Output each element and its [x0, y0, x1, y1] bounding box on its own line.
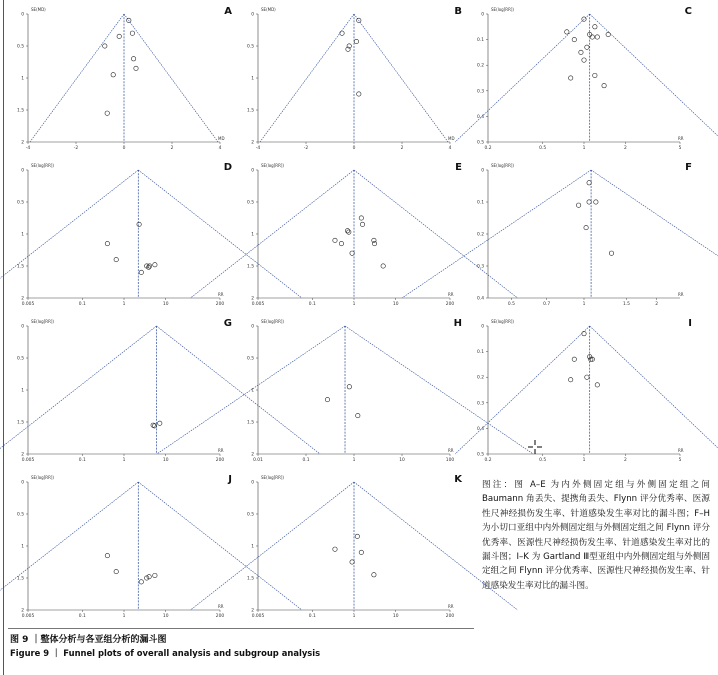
funnel-plot-svg	[8, 4, 240, 162]
y-tick-label: 0.4	[477, 426, 484, 432]
funnel-plot-svg	[8, 316, 240, 474]
y-tick-label: 0.5	[247, 512, 254, 518]
study-point	[593, 73, 597, 77]
x-tick-label: 1	[352, 458, 356, 463]
panel-label: H	[453, 318, 462, 329]
y-tick-label: 0.5	[17, 44, 24, 50]
funnel-plot-svg	[468, 160, 700, 318]
y-tick-label: 1	[21, 76, 24, 82]
study-point	[158, 421, 162, 425]
x-axis-label: RR	[448, 448, 454, 453]
page-left-rule	[3, 0, 4, 675]
x-tick-label: 2	[400, 146, 404, 151]
caption-divider	[8, 628, 474, 629]
funnel-plot-svg	[238, 472, 470, 630]
y-tick-label: 1	[251, 388, 254, 394]
funnel-plot-k	[238, 472, 470, 630]
study-point	[350, 251, 354, 255]
y-tick-label: 1.5	[247, 108, 254, 114]
y-tick-label: 0	[21, 480, 24, 486]
study-point	[568, 378, 572, 382]
y-tick-label: 0	[481, 168, 484, 174]
y-tick-label: 0.3	[477, 264, 484, 270]
study-point	[572, 37, 576, 41]
y-axis-label: SE(log[RR])	[31, 163, 54, 168]
crosshair-cursor-icon	[528, 439, 542, 453]
y-tick-label: 0	[21, 324, 24, 330]
x-tick-label: 1	[122, 458, 126, 463]
study-point	[153, 263, 157, 267]
x-axis-label: RR	[448, 604, 454, 609]
y-axis-label: SE(MD)	[261, 7, 276, 12]
y-tick-label: 1.5	[17, 420, 24, 426]
x-axis-label: RR	[678, 448, 684, 453]
y-tick-label: 0.3	[477, 89, 484, 95]
figure-title-en: Figure 9 ｜ Funnel plots of overall analysis and subgroup analysis	[10, 648, 321, 658]
y-tick-label: 2	[251, 608, 254, 614]
y-tick-label: 1	[21, 544, 24, 550]
study-point	[372, 241, 376, 245]
study-point	[584, 225, 588, 229]
panel-label: K	[454, 474, 462, 485]
y-tick-label: 1	[21, 232, 24, 238]
x-tick-label: 200	[445, 614, 455, 619]
study-point	[117, 34, 121, 38]
y-axis-label: SE(log[RR])	[491, 319, 514, 324]
funnel-right-line	[590, 14, 718, 142]
x-tick-label: 10	[162, 458, 169, 463]
x-tick-label: 10	[392, 614, 399, 619]
y-tick-label: 0	[481, 12, 484, 18]
y-tick-label: 0.5	[247, 200, 254, 206]
study-point	[333, 238, 337, 242]
y-tick-label: 0.4	[477, 296, 484, 302]
panel-label: E	[455, 162, 462, 173]
x-tick-label: 0.5	[507, 302, 515, 307]
y-tick-label: 2	[251, 452, 254, 458]
x-tick-label: 1	[582, 302, 586, 307]
x-tick-label: -4	[255, 146, 261, 151]
x-tick-label: 5	[678, 458, 682, 463]
x-tick-label: 1	[582, 458, 586, 463]
y-tick-label: 0.2	[477, 232, 484, 238]
study-point	[579, 50, 583, 54]
figure-title-zh: 图 9 ｜整体分析与各亚组分析的漏斗图	[10, 635, 167, 645]
y-tick-label: 1	[21, 388, 24, 394]
y-tick-label: 2	[251, 296, 254, 302]
y-tick-label: 0.5	[477, 140, 484, 146]
x-tick-label: 200	[445, 302, 455, 307]
study-point	[333, 547, 337, 551]
study-point	[105, 111, 109, 115]
funnel-right-line	[124, 14, 218, 142]
x-tick-label: 10	[162, 302, 169, 307]
x-tick-label: 0.7	[543, 302, 551, 307]
x-tick-label: 0.1	[78, 302, 86, 307]
y-tick-label: 0.2	[477, 63, 484, 69]
study-point	[152, 424, 156, 428]
y-tick-label: 0.5	[17, 200, 24, 206]
study-point	[565, 30, 569, 34]
study-point	[359, 216, 363, 220]
study-point	[587, 181, 591, 185]
panel-label: F	[685, 162, 692, 173]
x-tick-label: 0.1	[308, 302, 316, 307]
y-tick-label: 0.5	[17, 356, 24, 362]
y-tick-label: 0	[21, 12, 24, 18]
x-tick-label: 0.2	[484, 458, 492, 463]
panel-label: D	[223, 162, 232, 173]
y-tick-label: 1	[251, 76, 254, 82]
study-point	[347, 230, 351, 234]
study-point	[347, 385, 351, 389]
study-point	[609, 251, 613, 255]
funnel-plot-svg	[468, 4, 700, 162]
study-point	[339, 241, 343, 245]
funnel-plot-svg	[8, 160, 240, 318]
x-tick-label: 1	[352, 302, 356, 307]
x-tick-label: -4	[25, 146, 31, 151]
study-point	[587, 200, 591, 204]
y-tick-label: 0	[481, 324, 484, 330]
funnel-plot-svg	[238, 4, 470, 162]
study-point	[114, 257, 118, 261]
x-axis-label: RR	[678, 136, 684, 141]
x-tick-label: 0.1	[302, 458, 310, 463]
study-point	[357, 92, 361, 96]
funnel-left-line	[455, 326, 590, 454]
x-tick-label: 0.5	[539, 458, 547, 463]
x-tick-label: 2	[655, 302, 659, 307]
y-tick-label: 2	[21, 296, 24, 302]
y-axis-label: SE(log[RR])	[261, 319, 284, 324]
x-tick-label: 5	[678, 146, 682, 151]
y-tick-label: 0.5	[247, 44, 254, 50]
study-point	[359, 550, 363, 554]
y-tick-label: 1.5	[247, 264, 254, 270]
x-tick-label: 0.2	[484, 146, 492, 151]
y-tick-label: 1.5	[17, 108, 24, 114]
y-tick-label: 0	[21, 168, 24, 174]
x-tick-label: -2	[73, 146, 79, 151]
y-tick-label: 0	[251, 12, 254, 18]
study-point	[137, 222, 141, 226]
y-tick-label: 1.5	[17, 576, 24, 582]
study-point	[372, 573, 376, 577]
y-tick-label: 2	[251, 140, 254, 146]
y-tick-label: 2	[21, 140, 24, 146]
y-tick-label: 0	[251, 168, 254, 174]
study-point	[602, 83, 606, 87]
study-point	[593, 25, 597, 29]
x-tick-label: 4	[218, 146, 222, 151]
study-point	[594, 200, 598, 204]
x-tick-label: 100	[445, 458, 455, 463]
y-tick-label: 0.1	[477, 350, 484, 356]
x-tick-label: 0.1	[78, 614, 86, 619]
x-tick-label: 0	[122, 146, 126, 151]
x-tick-label: 0.005	[21, 458, 35, 463]
y-tick-label: 1.5	[17, 264, 24, 270]
study-point	[105, 241, 109, 245]
panel-label: B	[454, 6, 462, 17]
y-axis-label: SE(log[RR])	[261, 163, 284, 168]
study-point	[114, 569, 118, 573]
x-axis-label: MD	[448, 136, 455, 141]
funnel-plot-e	[238, 160, 470, 318]
x-tick-label: 0.1	[308, 614, 316, 619]
y-tick-label: 0.1	[477, 200, 484, 206]
study-point	[572, 357, 576, 361]
study-point	[590, 35, 594, 39]
x-axis-label: RR	[218, 292, 224, 297]
study-point	[134, 66, 138, 70]
panel-label: G	[223, 318, 232, 329]
x-tick-label: 200	[215, 458, 225, 463]
study-point	[606, 32, 610, 36]
y-tick-label: 1.5	[247, 420, 254, 426]
study-point	[585, 45, 589, 49]
x-tick-label: 10	[162, 614, 169, 619]
x-tick-label: 2	[170, 146, 174, 151]
y-tick-label: 0	[251, 324, 254, 330]
y-tick-label: 0.3	[477, 401, 484, 407]
study-point	[130, 31, 134, 35]
panel-label: J	[228, 474, 232, 485]
funnel-plot-f	[468, 160, 700, 318]
study-point	[147, 264, 151, 268]
funnel-plot-b	[238, 4, 470, 162]
y-tick-label: 0.4	[477, 114, 484, 120]
x-tick-label: 0.005	[21, 302, 35, 307]
study-point	[582, 58, 586, 62]
funnel-left-line	[30, 14, 124, 142]
panel-label: C	[684, 6, 692, 17]
study-point	[582, 331, 586, 335]
panel-label: I	[688, 318, 692, 329]
study-point	[356, 413, 360, 417]
funnel-plot-g	[8, 316, 240, 474]
y-tick-label: 0.2	[477, 375, 484, 381]
funnel-left-line	[455, 14, 590, 142]
x-axis-label: RR	[678, 292, 684, 297]
study-point	[325, 397, 329, 401]
x-tick-label: 1.5	[622, 302, 630, 307]
y-axis-label: SE(log[RR])	[31, 475, 54, 480]
study-point	[131, 57, 135, 61]
figure-caption: 图注：图 A–E 为内外侧固定组与外侧固定组之间 Baumann 角丢失、提携角丢失、Flynn 评分优秀率、医源性尺神经损伤发生率、针道感染发生率对比的漏斗图；F–H 为小切口亚组中内外侧固定组与外侧固定组之间 Flynn 评分优秀率、医源性尺神经损伤发生率、针道感染发生率对比的漏斗图；I–K 为 Gartland Ⅲ型亚组中内外侧固定组与外侧固定组之间 Flynn 评分优秀率、医源性尺神经损伤发生率、针道感染发生率对比的漏斗图。	[482, 480, 710, 591]
funnel-plot-d	[8, 160, 240, 318]
x-tick-label: 1	[122, 302, 126, 307]
funnel-plot-j	[8, 472, 240, 630]
funnel-right-line	[354, 14, 448, 142]
study-point	[568, 76, 572, 80]
study-point	[103, 44, 107, 48]
x-tick-label: 2	[623, 146, 627, 151]
x-tick-label: 0.01	[253, 458, 263, 463]
x-axis-label: MD	[218, 136, 225, 141]
funnel-plot-a	[8, 4, 240, 162]
x-tick-label: 0.1	[78, 458, 86, 463]
study-point	[340, 31, 344, 35]
funnel-plot-c	[468, 4, 700, 162]
study-point	[576, 203, 580, 207]
study-point	[350, 560, 354, 564]
x-tick-label: 1	[582, 146, 586, 151]
y-tick-label: 1	[251, 232, 254, 238]
y-tick-label: 1.5	[247, 576, 254, 582]
funnel-right-line	[591, 170, 718, 298]
x-tick-label: 0.5	[539, 146, 547, 151]
x-tick-label: 0	[352, 146, 356, 151]
study-point	[360, 222, 364, 226]
study-point	[381, 264, 385, 268]
y-tick-label: 2	[21, 452, 24, 458]
funnel-plot-svg	[238, 316, 470, 474]
x-tick-label: 200	[215, 302, 225, 307]
y-axis-label: SE(log[RR])	[261, 475, 284, 480]
x-tick-label: 0.005	[21, 614, 35, 619]
funnel-plot-svg	[238, 160, 470, 318]
x-tick-label: 1	[122, 614, 126, 619]
panel-label: A	[224, 6, 232, 17]
x-tick-label: 10	[399, 458, 405, 463]
funnel-plot-svg	[468, 316, 700, 474]
study-point	[354, 39, 358, 43]
funnel-plot-svg	[8, 472, 240, 630]
x-tick-label: 10	[392, 302, 399, 307]
study-point	[105, 553, 109, 557]
funnel-plot-i	[468, 316, 700, 474]
study-point	[355, 534, 359, 538]
y-tick-label: 2	[21, 608, 24, 614]
y-axis-label: SE(MD)	[31, 7, 46, 12]
y-tick-label: 0.1	[477, 38, 484, 44]
x-tick-label: 2	[623, 458, 627, 463]
x-tick-label: 200	[215, 614, 225, 619]
funnel-plot-h	[238, 316, 470, 474]
study-point	[153, 573, 157, 577]
y-axis-label: SE(log[RR])	[491, 163, 514, 168]
study-point	[595, 383, 599, 387]
y-axis-label: SE(log[RR])	[491, 7, 514, 12]
y-tick-label: 0	[251, 480, 254, 486]
funnel-right-line	[590, 326, 718, 454]
study-point	[595, 35, 599, 39]
x-tick-label: 0.005	[251, 302, 265, 307]
x-tick-label: 0.005	[251, 614, 265, 619]
study-point	[139, 270, 143, 274]
study-point	[585, 375, 589, 379]
x-tick-label: 4	[448, 146, 452, 151]
study-point	[139, 580, 143, 584]
y-tick-label: 0.5	[247, 356, 254, 362]
study-point	[345, 229, 349, 233]
study-point	[111, 73, 115, 77]
x-axis-label: RR	[218, 604, 224, 609]
y-tick-label: 1	[251, 544, 254, 550]
x-tick-label: 1	[352, 614, 356, 619]
x-axis-label: RR	[448, 292, 454, 297]
x-axis-label: RR	[218, 448, 224, 453]
y-axis-label: SE(log[RR])	[31, 319, 54, 324]
y-tick-label: 0.5	[477, 452, 484, 458]
y-tick-label: 0.5	[17, 512, 24, 518]
x-tick-label: -2	[303, 146, 309, 151]
